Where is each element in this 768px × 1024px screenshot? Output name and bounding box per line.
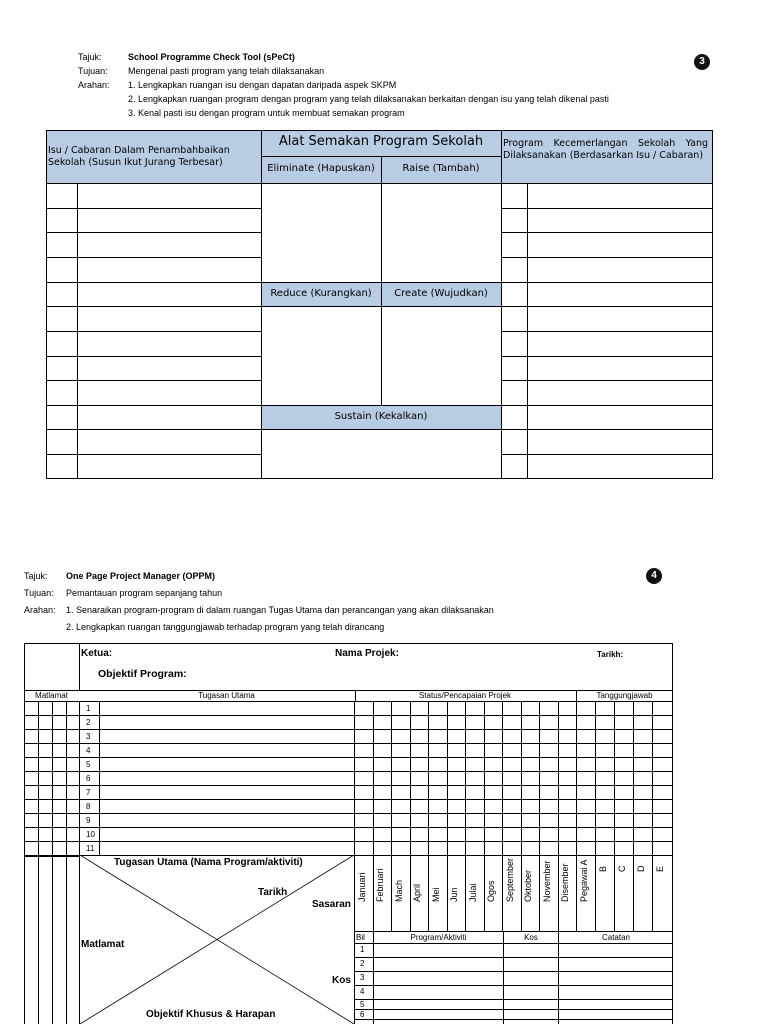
tarikh-top-label: Tarikh:: [597, 650, 624, 659]
row-number: 2: [86, 718, 91, 727]
tajuk-label: Tajuk:: [78, 52, 102, 62]
month-april: April: [412, 883, 422, 902]
spect-header: [78, 50, 698, 120]
row-number: 11: [86, 844, 95, 853]
row-number: 5: [86, 760, 91, 769]
month-september: September: [505, 857, 515, 902]
oppm-arahan-1: 1. Senaraikan program-program di dalam ruangan Tugas Utama dan perancangan yang akan dilaksanakan: [66, 605, 494, 615]
diag-tarikh-label: Tarikh: [258, 887, 288, 898]
diag-tugasan-label: Tugasan Utama (Nama Program/aktiviti): [114, 857, 303, 868]
month-mach: Mach: [394, 879, 404, 902]
oppm-title: One Page Project Manager (OPPM): [66, 571, 216, 581]
spect-arahan-3: 3. Kenal pasti isu dengan program untuk membuat semakan program: [128, 108, 405, 118]
pegawai-d: D: [636, 865, 646, 872]
sustain-label: Sustain (Kekalkan): [334, 411, 428, 422]
tujuan-label: Tujuan:: [78, 66, 108, 76]
month-november: November: [542, 860, 552, 902]
reduce-label: Reduce (Kurangkan): [270, 288, 372, 299]
diag-sasaran-label: Sasaran: [312, 899, 351, 910]
ketua-label: Ketua:: [81, 648, 113, 659]
spect-arahan-1: 1. Lengkapkan ruangan isu dengan dapatan daripada aspek SKPM: [128, 80, 397, 90]
matlamat-col-header: Matlamat: [35, 691, 68, 700]
arahan-label: Arahan:: [78, 80, 110, 90]
kos-header: Kos: [524, 933, 538, 942]
month-januari: Januari: [357, 872, 367, 902]
month-ogos: Ogos: [486, 880, 496, 902]
status-col-header: Status/Pencapaian Projek: [418, 691, 512, 700]
month-jun: Jun: [449, 887, 459, 902]
row-number: 6: [86, 774, 91, 783]
diag-kos-label: Kos: [332, 975, 351, 986]
oppm-arahan-label: Arahan:: [24, 605, 56, 615]
pegawai-e: E: [655, 865, 665, 872]
row-number: 1: [86, 704, 91, 713]
oppm-tujuan-label: Tujuan:: [24, 588, 54, 598]
create-label: Create (Wujudkan): [394, 288, 488, 299]
oppm-arahan-2: 2. Lengkapkan ruangan tanggungjawab terhadap program yang telah dirancang: [66, 622, 385, 632]
row-number: 3: [86, 732, 91, 741]
spect-tujuan: Mengenal pasti program yang telah dilaksanakan: [128, 66, 325, 76]
spect-title: School Programme Check Tool (sPeCt): [128, 52, 295, 62]
pegawai-c: C: [617, 865, 627, 872]
oppm-tajuk-label: Tajuk:: [24, 571, 48, 581]
bil-number: 3: [360, 973, 365, 982]
month-mei: Mei: [431, 887, 441, 902]
row-number: 7: [86, 788, 91, 797]
bil-number: 2: [360, 959, 365, 968]
month-oktober: Oktober: [523, 869, 533, 902]
spect-table: [46, 130, 713, 479]
program-aktiviti-header: Program/Aktiviti: [410, 933, 467, 942]
oppm-header: [24, 568, 644, 636]
row-number: 9: [86, 816, 91, 825]
nama-projek-label: Nama Projek:: [335, 648, 399, 659]
pegawai-b: B: [598, 865, 608, 872]
bil-number: 6: [360, 1010, 365, 1019]
oppm-tujuan: Pemantauan program sepanjang tahun: [66, 588, 223, 598]
objektif-label: Objektif Program:: [98, 668, 187, 680]
spect-left-header: Isu / Cabaran Dalam Penambahbaikan Sekolah (Susun Ikut Jurang Terbesar): [48, 145, 230, 168]
spect-center-title: Alat Semakan Program Sekolah: [278, 134, 484, 149]
diag-objektif-label: Objektif Khusus & Harapan: [146, 1009, 276, 1020]
catatan-header: Catatan: [601, 933, 631, 942]
spect-right-header: Program Kecemerlangan Sekolah Yang Dilaksanakan (Berdasarkan Isu / Cabaran): [503, 138, 708, 161]
diag-matlamat-label: Matlamat: [81, 939, 125, 950]
tanggungjawab-col-header: Tanggungjawab: [596, 691, 653, 700]
eliminate-label: Eliminate (Hapuskan): [267, 163, 375, 174]
bil-number: 4: [360, 987, 365, 996]
section-3-badge: 3: [694, 54, 710, 70]
oppm-table: [24, 643, 674, 1024]
bil-number: 5: [360, 1000, 365, 1009]
bil-header: Bil: [356, 933, 365, 942]
month-disember: Disember: [560, 863, 570, 902]
month-julai: Julai: [468, 883, 478, 902]
spect-arahan-2: 2. Lengkapkan ruangan program dengan program yang telah dilaksanakan berkaitan dengan isu yang telah dikenal pasti: [128, 94, 609, 104]
section-4-badge: 4: [646, 568, 662, 584]
row-number: 8: [86, 802, 91, 811]
row-number: 10: [86, 830, 95, 839]
tugasan-col-header: Tugasan Utama: [198, 691, 255, 700]
pegawai-a: Pegawai A: [579, 859, 589, 902]
month-februari: Februari: [375, 868, 385, 902]
raise-label: Raise (Tambah): [402, 163, 480, 174]
row-number: 4: [86, 746, 91, 755]
bil-number: 1: [360, 945, 365, 954]
